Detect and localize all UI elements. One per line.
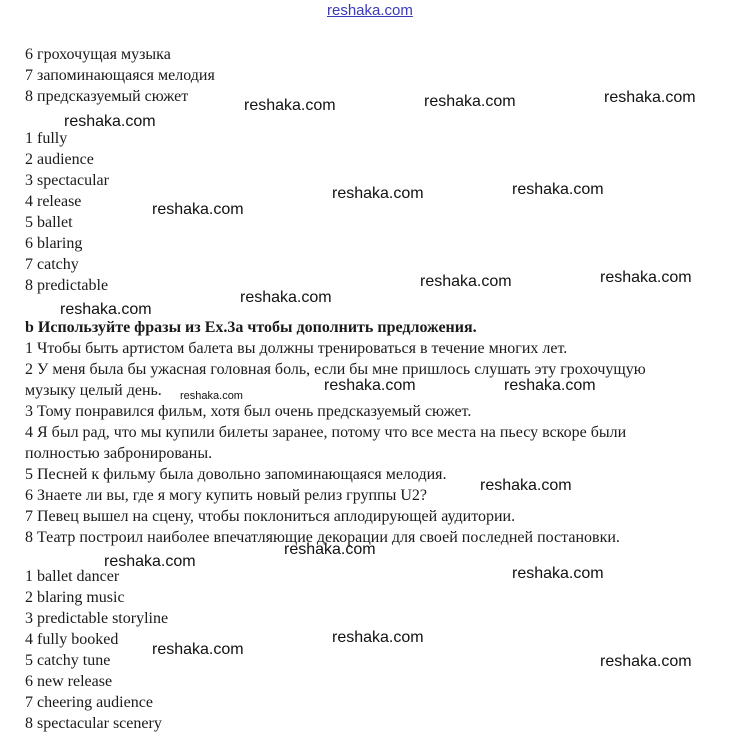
watermark: reshaka.com	[332, 629, 424, 646]
answer-item: 3 predictable storyline	[25, 610, 169, 627]
exercise-sentence: 3 Тому понравился фильм, хотя был очень предсказуемый сюжет.	[25, 403, 472, 420]
watermark: reshaka.com	[104, 553, 196, 570]
exercise-sentence: 2 У меня была бы ужасная головная боль, если бы мне пришлось слушать эту грохочущую	[25, 361, 646, 378]
exercise-sentence: 1 Чтобы быть артистом балета вы должны тренироваться в течение многих лет.	[25, 340, 568, 357]
watermark: reshaka.com	[480, 477, 572, 494]
watermark: reshaka.com	[604, 89, 696, 106]
watermark: reshaka.com	[240, 289, 332, 306]
word-list-item: 2 audience	[25, 151, 94, 168]
exercise-sentence: 5 Песней к фильму была довольно запоминающаяся мелодия.	[25, 466, 447, 483]
answer-item: 8 spectacular scenery	[25, 715, 162, 732]
exercise-sentence: 4 Я был рад, что мы купили билеты заранее, потому что все места на пьесу вскоре были	[25, 424, 627, 441]
header-watermark[interactable]: reshaka.com	[327, 2, 413, 19]
watermark: reshaka.com	[420, 273, 512, 290]
exercise-sentence: 6 Знаете ли вы, где я могу купить новый релиз группы U2?	[25, 487, 428, 504]
exercise-title: b Используйте фразы из Ex.3a чтобы дополнить предложения.	[25, 319, 477, 336]
watermark: reshaka.com	[324, 377, 416, 394]
word-list-item: 1 fully	[25, 130, 68, 147]
watermark: reshaka.com	[180, 390, 243, 402]
word-list-item: 6 blaring	[25, 235, 83, 252]
watermark: reshaka.com	[512, 565, 604, 582]
word-list-item: 3 spectacular	[25, 172, 109, 189]
answer-item: 4 fully booked	[25, 631, 119, 648]
translation-line: 8 предсказуемый сюжет	[25, 88, 189, 105]
watermark: reshaka.com	[284, 541, 376, 558]
watermark: reshaka.com	[424, 93, 516, 110]
word-list-item: 5 ballet	[25, 214, 73, 231]
watermark: reshaka.com	[512, 181, 604, 198]
watermark: reshaka.com	[152, 641, 244, 658]
word-list-item: 7 catchy	[25, 256, 79, 273]
translation-line: 6 грохочущая музыка	[25, 46, 171, 63]
watermark: reshaka.com	[332, 185, 424, 202]
answer-item: 5 catchy tune	[25, 652, 111, 669]
exercise-sentence: музыку целый день.	[25, 382, 162, 399]
watermark: reshaka.com	[64, 113, 156, 130]
answer-item: 1 ballet dancer	[25, 568, 120, 585]
answer-item: 2 blaring music	[25, 589, 125, 606]
watermark: reshaka.com	[600, 653, 692, 670]
watermark: reshaka.com	[244, 97, 336, 114]
watermark: reshaka.com	[152, 201, 244, 218]
answer-item: 7 cheering audience	[25, 694, 153, 711]
word-list-item: 4 release	[25, 193, 82, 210]
exercise-sentence: 7 Певец вышел на сцену, чтобы поклониться аплодирующей аудитории.	[25, 508, 516, 525]
watermark: reshaka.com	[60, 301, 152, 318]
watermark: reshaka.com	[504, 377, 596, 394]
exercise-sentence: 8 Театр построил наиболее впечатляющие декорации для своей последней постановки.	[25, 529, 620, 546]
word-list-item: 8 predictable	[25, 277, 109, 294]
answer-item: 6 new release	[25, 673, 113, 690]
translation-line: 7 запоминающаяся мелодия	[25, 67, 215, 84]
exercise-sentence: полностью забронированы.	[25, 445, 213, 462]
watermark: reshaka.com	[600, 269, 692, 286]
